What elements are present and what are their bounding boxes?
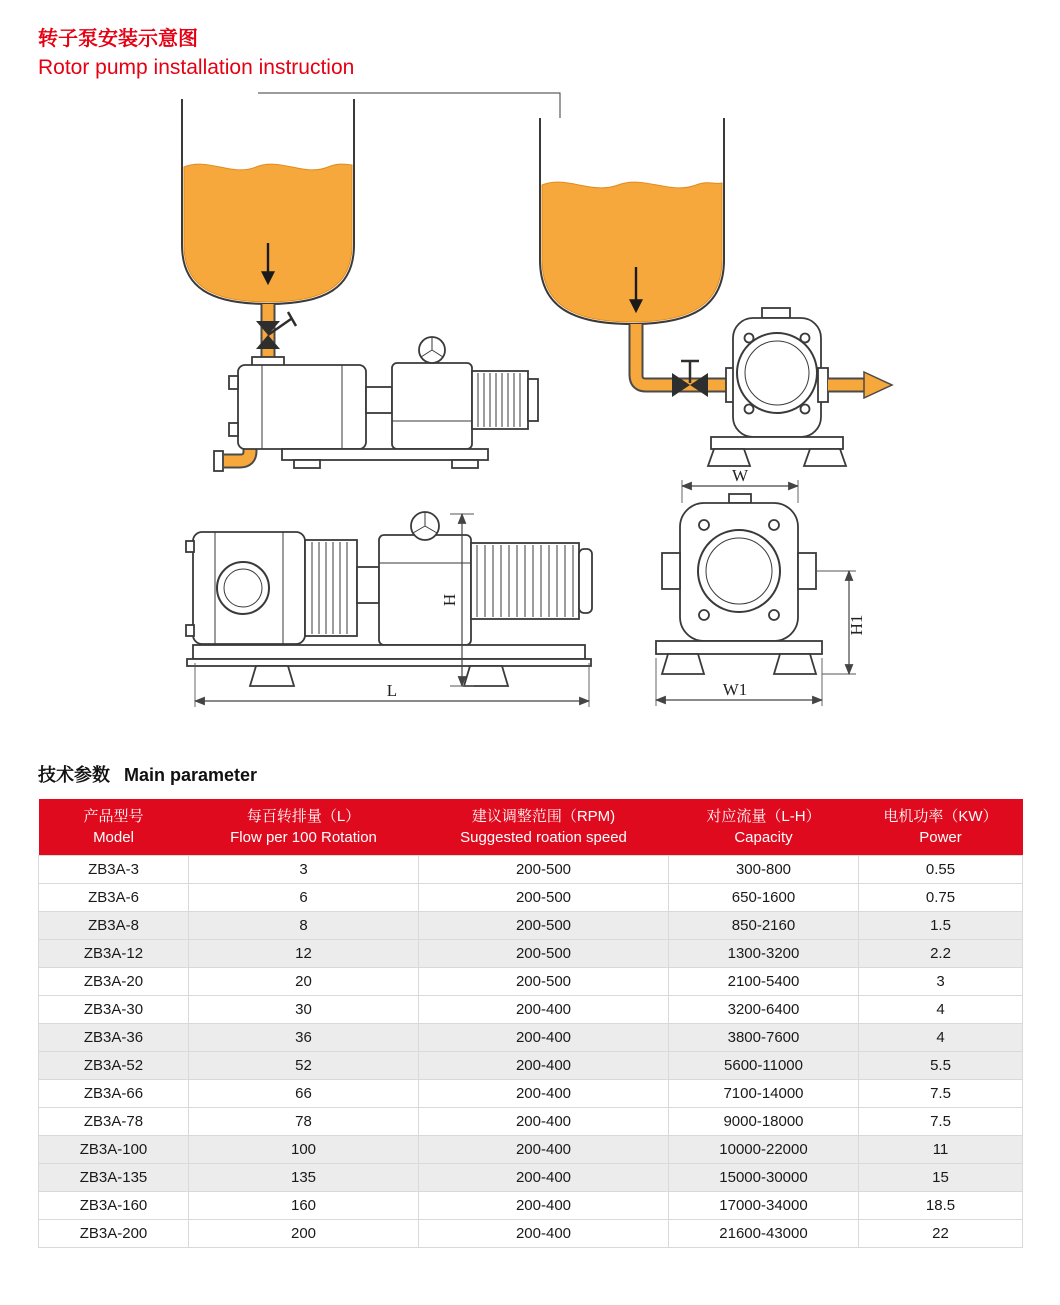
cell-speed: 200-400 (419, 1164, 669, 1192)
foot (452, 460, 478, 468)
cell-model: ZB3A-6 (39, 884, 189, 912)
cell-power: 22 (859, 1220, 1023, 1248)
cell-capacity: 7100-14000 (669, 1080, 859, 1108)
dimension-label-h: H (440, 594, 459, 607)
cell-flow: 135 (189, 1164, 419, 1192)
coupling (366, 387, 392, 413)
cell-speed: 200-500 (419, 856, 669, 884)
tank-right (540, 118, 724, 324)
cell-capacity: 5600-11000 (669, 1052, 859, 1080)
cell-power: 4 (859, 996, 1023, 1024)
header-row (39, 799, 1023, 856)
pump-head (193, 532, 305, 644)
cell-flow: 8 (189, 912, 419, 940)
cell-capacity: 9000-18000 (669, 1108, 859, 1136)
cell-power: 5.5 (859, 1052, 1023, 1080)
bolt (801, 405, 810, 414)
cell-capacity: 17000-34000 (669, 1192, 859, 1220)
dimension-label-l: L (386, 681, 398, 701)
bolt (186, 625, 194, 636)
cell-power: 11 (859, 1136, 1023, 1164)
foot (774, 654, 816, 674)
cell-flow: 100 (189, 1136, 419, 1164)
col-header-speed (419, 799, 669, 856)
table-row (39, 1052, 1023, 1080)
cell-speed: 200-400 (419, 1024, 669, 1052)
cell-power: 0.75 (859, 884, 1023, 912)
table-row (39, 912, 1023, 940)
cell-flow: 30 (189, 996, 419, 1024)
foot (250, 666, 294, 686)
cell-flow: 3 (189, 856, 419, 884)
side-port (798, 553, 816, 589)
table-row (39, 1164, 1023, 1192)
cell-flow: 12 (189, 940, 419, 968)
cell-capacity: 650-1600 (669, 884, 859, 912)
col-header-en: Model (93, 829, 134, 847)
cell-power: 15 (859, 1164, 1023, 1192)
cell-model: ZB3A-12 (39, 940, 189, 968)
section-title-chinese: 技术参数 (38, 765, 110, 786)
cell-speed: 200-500 (419, 940, 669, 968)
cell-model: ZB3A-30 (39, 996, 189, 1024)
bolt (801, 334, 810, 343)
cell-power: 7.5 (859, 1080, 1023, 1108)
table-row (39, 968, 1023, 996)
ribbed-bracket (305, 540, 357, 636)
motor-end-cap (528, 379, 538, 421)
page-title-english: Rotor pump installation instruction (38, 56, 355, 79)
tank-left-liquid (184, 164, 352, 302)
cell-speed: 200-400 (419, 996, 669, 1024)
page-title-chinese: 转子泵安装示意图 (38, 28, 198, 50)
cell-model: ZB3A-78 (39, 1108, 189, 1136)
cell-model: ZB3A-36 (39, 1024, 189, 1052)
table-row (39, 1108, 1023, 1136)
cell-speed: 200-400 (419, 1220, 669, 1248)
cell-flow: 78 (189, 1108, 419, 1136)
cell-model: ZB3A-200 (39, 1220, 189, 1248)
cell-flow: 160 (189, 1192, 419, 1220)
pipe-flange (214, 451, 223, 471)
pump-head (238, 365, 366, 449)
motor-end-cap (579, 549, 592, 613)
section-title-english: Main parameter (124, 765, 258, 786)
col-header-power (859, 799, 1023, 856)
suction-pipe-right (636, 324, 736, 385)
cell-flow: 66 (189, 1080, 419, 1108)
col-header-model (39, 799, 189, 856)
bolt (186, 541, 194, 552)
bolt (769, 610, 779, 620)
table-row (39, 1080, 1023, 1108)
cell-capacity: 3200-6400 (669, 996, 859, 1024)
cell-model: ZB3A-135 (39, 1164, 189, 1192)
cell-model: ZB3A-160 (39, 1192, 189, 1220)
bolt (745, 334, 754, 343)
cell-speed: 200-400 (419, 1136, 669, 1164)
foot (294, 460, 320, 468)
col-header-en: Power (919, 829, 962, 847)
cell-flow: 52 (189, 1052, 419, 1080)
bolt (699, 520, 709, 530)
table-row (39, 884, 1023, 912)
cell-flow: 36 (189, 1024, 419, 1052)
bolt (745, 405, 754, 414)
cell-flow: 20 (189, 968, 419, 996)
cell-speed: 200-400 (419, 1080, 669, 1108)
gearbox (392, 363, 472, 449)
cell-power: 4 (859, 1024, 1023, 1052)
tank-right-liquid (542, 182, 722, 322)
col-header-en: Suggested roation speed (460, 829, 627, 847)
col-header-zh: 电机功率（KW） (883, 808, 998, 826)
base-plate (282, 449, 488, 460)
cell-model: ZB3A-8 (39, 912, 189, 940)
cell-power: 18.5 (859, 1192, 1023, 1220)
foot (662, 654, 704, 674)
top-cap (729, 494, 751, 503)
cell-capacity: 2100-5400 (669, 968, 859, 996)
col-header-en: Capacity (734, 829, 793, 847)
cell-model: ZB3A-20 (39, 968, 189, 996)
table-row (39, 1192, 1023, 1220)
col-header-zh: 建议调整范围（RPM) (471, 808, 616, 826)
section-title (38, 761, 1022, 787)
spec-table-header (39, 799, 1023, 856)
bolt (229, 423, 238, 436)
cell-model: ZB3A-52 (39, 1052, 189, 1080)
side-port (662, 553, 680, 589)
dimension-label-w1: W1 (722, 680, 748, 700)
table-row (39, 856, 1023, 884)
page-header (0, 0, 1060, 81)
gearbox (379, 535, 471, 645)
foot (708, 449, 750, 466)
table-row (39, 996, 1023, 1024)
rotor-pump-side-assembly (214, 337, 538, 471)
col-header-capacity (669, 799, 859, 856)
cell-speed: 200-400 (419, 1108, 669, 1136)
bolt (769, 520, 779, 530)
cell-speed: 200-500 (419, 884, 669, 912)
cell-power: 1.5 (859, 912, 1023, 940)
foot (804, 449, 846, 466)
top-cap (762, 308, 790, 318)
dimension-label-w: W (731, 466, 749, 486)
cell-speed: 200-500 (419, 968, 669, 996)
cell-capacity: 10000-22000 (669, 1136, 859, 1164)
spec-table-body (39, 856, 1023, 1248)
cell-speed: 200-500 (419, 912, 669, 940)
dimension-front-view (656, 466, 866, 706)
cell-power: 0.55 (859, 856, 1023, 884)
dimension-label-h1: H1 (847, 614, 866, 636)
installation-diagram (0, 85, 1060, 735)
cell-model: ZB3A-66 (39, 1080, 189, 1108)
cell-speed: 200-400 (419, 1192, 669, 1220)
bolt (229, 376, 238, 389)
cell-power: 7.5 (859, 1108, 1023, 1136)
cell-capacity: 3800-7600 (669, 1024, 859, 1052)
base-plate (193, 645, 585, 659)
cell-speed: 200-400 (419, 1052, 669, 1080)
spec-table (38, 799, 1023, 1248)
dimension-side-view (186, 512, 592, 707)
cell-capacity: 15000-30000 (669, 1164, 859, 1192)
table-row (39, 1220, 1023, 1248)
outflow-arrow (864, 372, 892, 398)
table-row (39, 1024, 1023, 1052)
col-header-flow (189, 799, 419, 856)
cell-capacity: 21600-43000 (669, 1220, 859, 1248)
cell-model: ZB3A-3 (39, 856, 189, 884)
table-row (39, 1136, 1023, 1164)
cell-model: ZB3A-100 (39, 1136, 189, 1164)
pipe-flange (818, 368, 828, 402)
cell-power: 2.2 (859, 940, 1023, 968)
rotor-pump-front-view (708, 308, 892, 466)
bolt (699, 610, 709, 620)
cell-capacity: 1300-3200 (669, 940, 859, 968)
cell-capacity: 850-2160 (669, 912, 859, 940)
cell-flow: 6 (189, 884, 419, 912)
tank-left (182, 99, 354, 304)
col-header-zh: 产品型号 (83, 808, 144, 826)
base-lower-plate (187, 659, 591, 666)
col-header-zh: 对应流量（L-H） (706, 808, 821, 826)
coupling (357, 567, 379, 603)
cell-capacity: 300-800 (669, 856, 859, 884)
col-header-en: Flow per 100 Rotation (230, 829, 377, 847)
feed-pipe-line (258, 93, 560, 118)
col-header-zh: 每百转排量（L） (246, 808, 361, 826)
cell-power: 3 (859, 968, 1023, 996)
table-row (39, 940, 1023, 968)
base-plate (711, 437, 843, 449)
foot (464, 666, 508, 686)
base-plate (656, 641, 822, 654)
cell-flow: 200 (189, 1220, 419, 1248)
